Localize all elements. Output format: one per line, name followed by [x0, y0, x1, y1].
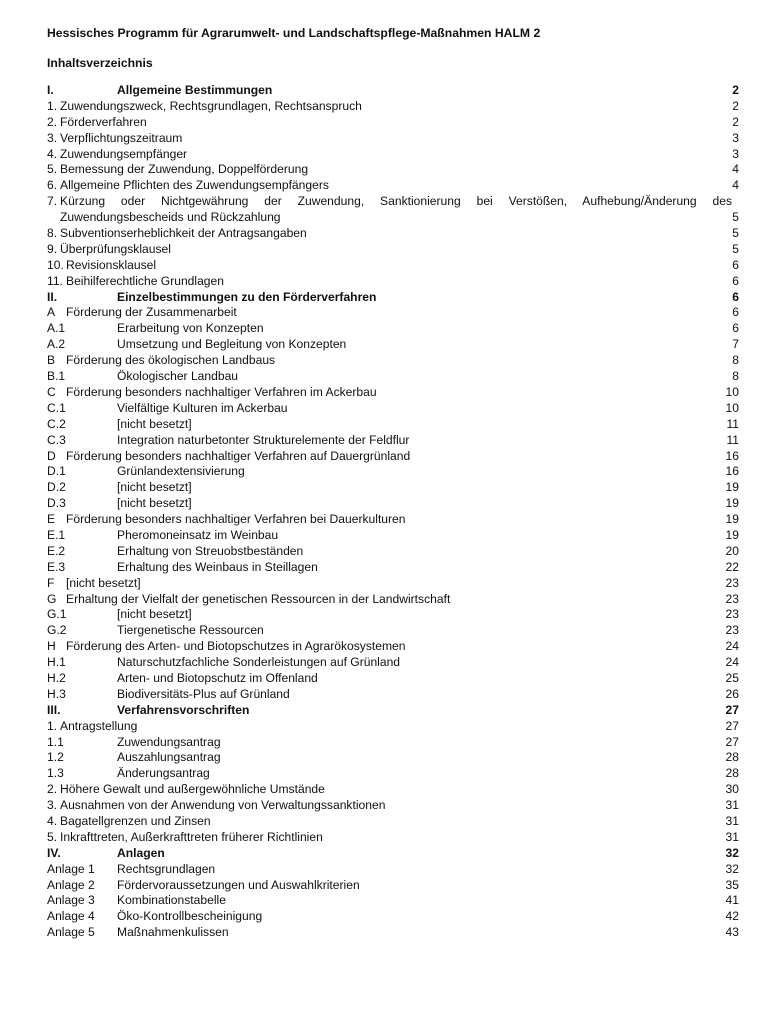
toc-entry-number: 5. — [47, 162, 58, 177]
toc-entry-title: Zuwendungsempfänger — [60, 146, 188, 161]
toc-entry-title: Antragstellung — [60, 718, 138, 733]
toc-entry-page: 32 — [725, 861, 739, 876]
toc-entry-number: Anlage 5 — [47, 925, 95, 940]
toc-entry-page: 3 — [732, 130, 739, 145]
toc-entry-number: H.1 — [47, 655, 66, 670]
toc-entry-number: 1.1 — [47, 734, 64, 749]
toc-entry-number: E.2 — [47, 543, 66, 558]
toc-entry-page: 30 — [725, 782, 739, 797]
toc-entry-number: B — [47, 353, 56, 368]
toc-entry-title: Änderungsantrag — [117, 766, 210, 781]
toc-entry-page: 27 — [725, 734, 739, 749]
toc-entry-page: 31 — [725, 798, 739, 813]
toc-entry[interactable] — [47, 321, 739, 337]
toc-entry-number: G.1 — [47, 607, 67, 622]
toc-entry[interactable] — [47, 592, 739, 608]
toc-entry-page: 23 — [725, 591, 739, 606]
toc-entry[interactable] — [47, 194, 739, 226]
toc-entry-number: G.2 — [47, 623, 67, 638]
toc-entry-page: 19 — [725, 480, 739, 495]
toc-entry[interactable] — [47, 242, 739, 258]
toc-entry-title: Subventionserheblichkeit der Antragsangaben — [60, 226, 307, 241]
toc-entry[interactable] — [47, 290, 739, 306]
toc-entry-number: Anlage 3 — [47, 893, 95, 908]
toc-entry[interactable] — [47, 385, 739, 401]
toc-entry[interactable] — [47, 639, 739, 655]
toc-entry[interactable] — [47, 369, 739, 385]
toc-entry[interactable] — [47, 814, 739, 830]
toc-entry[interactable] — [47, 893, 739, 909]
toc-entry[interactable] — [47, 337, 739, 353]
toc-entry-page: 5 — [732, 210, 739, 225]
toc-entry-title: [nicht besetzt] — [117, 607, 192, 622]
toc-entry-number: 3. — [47, 798, 58, 813]
toc-entry[interactable] — [47, 719, 739, 735]
toc-entry-number: D.1 — [47, 464, 66, 479]
toc-entry-number: I. — [47, 83, 54, 97]
toc-entry[interactable] — [47, 496, 739, 512]
toc-entry-number: 4. — [47, 146, 58, 161]
toc-entry-number: H.3 — [47, 686, 66, 701]
toc-entry-title-continuation: Zuwendungsbescheids und Rückzahlung — [60, 210, 281, 225]
toc-entry[interactable] — [47, 544, 739, 560]
toc-entry[interactable] — [47, 766, 739, 782]
toc-entry-title: Förderung der Zusammenarbeit — [66, 305, 237, 320]
toc-entry-title: [nicht besetzt] — [66, 575, 141, 590]
toc-entry[interactable] — [47, 464, 739, 480]
toc-entry[interactable] — [47, 480, 739, 496]
toc-entry-page: 8 — [732, 369, 739, 384]
toc-entry-number: C.3 — [47, 432, 66, 447]
toc-entry-title: Rechtsgrundlagen — [117, 861, 216, 876]
toc-entry-title: Erhaltung des Weinbaus in Steillagen — [117, 559, 318, 574]
toc-entry-page: 3 — [732, 146, 739, 161]
toc-entry-title: Erhaltung der Vielfalt der genetischen Ressourcen in der Landwirtschaft — [66, 591, 451, 606]
toc-entry[interactable] — [47, 162, 739, 178]
toc-entry-page: 5 — [732, 226, 739, 241]
toc-entry-number: D.2 — [47, 480, 66, 495]
toc-entry-number: IV. — [47, 845, 61, 860]
toc-entry-title-line: Kürzung oder Nichtgewährung der Zuwendung, Sanktionierung bei Verstößen, Aufhebung/Änderung des — [60, 194, 732, 209]
toc-entry-title: Vielfältige Kulturen im Ackerbau — [117, 400, 288, 415]
toc-entry-page: 43 — [725, 925, 739, 940]
toc-entry[interactable] — [47, 750, 739, 766]
toc-entry-number: H — [47, 639, 56, 654]
toc-entry-number: A.2 — [47, 337, 66, 352]
toc-entry-page: 25 — [725, 670, 739, 685]
toc-entry-page: 11 — [726, 432, 739, 447]
toc-entry-number: D.3 — [47, 496, 66, 511]
toc-entry-number: 3. — [47, 130, 58, 145]
toc-entry-number: E.1 — [47, 527, 66, 542]
toc-entry-title: Allgemeine Pflichten des Zuwendungsempfängers — [60, 178, 329, 193]
toc-entry[interactable] — [47, 623, 739, 639]
toc-entry[interactable] — [47, 433, 739, 449]
toc-entry-title: Beihilferechtliche Grundlagen — [66, 273, 224, 288]
toc-entry-title: Höhere Gewalt und außergewöhnliche Umstände — [60, 782, 325, 797]
toc-entry[interactable] — [47, 528, 739, 544]
toc-entry[interactable] — [47, 782, 739, 798]
toc-entry-number: 11. — [47, 273, 63, 288]
toc-entry-title: Integration naturbetonter Strukturelemente der Feldflur — [117, 432, 410, 447]
toc-entry[interactable] — [47, 115, 739, 131]
toc-entry-title: Auszahlungsantrag — [117, 750, 221, 765]
toc-entry-title: Inkrafttreten, Außerkrafttreten früherer Richtlinien — [60, 829, 323, 844]
toc-entry[interactable] — [47, 925, 739, 941]
toc-entry-page: 35 — [725, 877, 739, 892]
toc-entry-page: 26 — [725, 686, 739, 701]
toc-entry-title: Anlagen — [117, 845, 165, 860]
toc-entry-title: Naturschutzfachliche Sonderleistungen auf Grünland — [117, 655, 401, 670]
toc-entry-number: Anlage 2 — [47, 877, 95, 892]
toc-entry-page: 27 — [725, 718, 739, 733]
toc-entry[interactable] — [47, 417, 739, 433]
toc-entry-title: Maßnahmenkulissen — [117, 925, 229, 940]
toc-entry-page: 7 — [732, 337, 739, 352]
toc-entry[interactable] — [47, 353, 739, 369]
toc-entry-title: Zuwendungsantrag — [117, 734, 221, 749]
toc-entry-number: 1.2 — [47, 750, 64, 765]
toc-entry-number: 10. — [47, 257, 64, 272]
toc-entry[interactable] — [47, 83, 739, 99]
toc-entry[interactable] — [47, 607, 739, 623]
toc-entry-title: Förderung besonders nachhaltiger Verfahren im Ackerbau — [66, 384, 377, 399]
toc-entry-number: F — [47, 575, 55, 590]
toc-entry[interactable] — [47, 878, 739, 894]
toc-entry[interactable] — [47, 99, 739, 115]
toc-entry-number: C — [47, 384, 56, 399]
toc-entry[interactable] — [47, 131, 739, 147]
toc-entry-page: 2 — [732, 83, 739, 97]
toc-entry[interactable] — [47, 830, 739, 846]
toc-entry[interactable] — [47, 687, 739, 703]
toc-entry[interactable] — [47, 147, 739, 163]
toc-entry-title: Bemessung der Zuwendung, Doppelförderung — [60, 162, 309, 177]
toc-entry-page: 16 — [725, 448, 739, 463]
toc-entry-page: 10 — [725, 384, 739, 399]
toc-entry[interactable] — [47, 655, 739, 671]
toc-entry-page: 6 — [732, 289, 739, 304]
toc-entry[interactable] — [47, 512, 739, 528]
toc-entry-number: H.2 — [47, 670, 66, 685]
toc-entry-title: Förderung besonders nachhaltiger Verfahren bei Dauerkulturen — [66, 512, 406, 527]
toc-entry[interactable] — [47, 862, 739, 878]
toc-entry-page: 5 — [732, 241, 739, 256]
toc-entry-page: 41 — [725, 893, 739, 908]
toc-entry-number: 9. — [47, 241, 58, 256]
toc-entry-title: Zuwendungszweck, Rechtsgrundlagen, Rechtsanspruch — [60, 98, 362, 113]
toc-entry-page: 23 — [725, 575, 739, 590]
toc-entry-page: 2 — [732, 98, 739, 113]
toc-entry[interactable] — [47, 703, 739, 719]
toc-entry-title: Ausnahmen von der Anwendung von Verwaltungssanktionen — [60, 798, 386, 813]
toc-entry-title: [nicht besetzt] — [117, 496, 192, 511]
toc-entry-title: Verpflichtungszeitraum — [60, 130, 183, 145]
toc-entry[interactable] — [47, 258, 739, 274]
toc-entry-number: B.1 — [47, 369, 66, 384]
toc-entry-page: 28 — [725, 766, 739, 781]
toc-entry-number: Anlage 4 — [47, 909, 95, 924]
toc-entry-number: C.1 — [47, 400, 66, 415]
toc-entry-number: III. — [47, 702, 61, 717]
toc-heading: Inhaltsverzeichnis — [47, 56, 153, 70]
toc-entry-number: II. — [47, 289, 58, 304]
toc-entry-page: 10 — [725, 400, 739, 415]
toc-entry-page: 4 — [732, 162, 739, 177]
toc-entry-title: Kombinationstabelle — [117, 893, 226, 908]
toc-entry[interactable] — [47, 226, 739, 242]
toc-entry[interactable] — [47, 401, 739, 417]
toc-entry[interactable] — [47, 798, 739, 814]
toc-entry-title: Öko-Kontrollbescheinigung — [117, 909, 263, 924]
toc-entry[interactable] — [47, 909, 739, 925]
toc-entry-title: Revisionsklausel — [66, 257, 157, 272]
toc-entry-page: 6 — [732, 321, 739, 336]
toc-entry-title: Tiergenetische Ressourcen — [117, 623, 264, 638]
toc-entry-page: 23 — [725, 623, 739, 638]
toc-entry-page: 31 — [725, 829, 739, 844]
toc-entry-title: Förderung des ökologischen Landbaus — [66, 353, 276, 368]
toc-entry-page: 31 — [725, 813, 739, 828]
toc-entry-title: Allgemeine Bestimmungen — [117, 83, 273, 97]
toc-entry-number: 2. — [47, 114, 58, 129]
toc-entry-number: 7. — [47, 194, 58, 209]
toc-entry-page: 19 — [725, 496, 739, 511]
table-of-contents — [47, 83, 739, 941]
toc-entry-title: Pheromoneinsatz im Weinbau — [117, 527, 279, 542]
toc-entry-number: 1.3 — [47, 766, 64, 781]
toc-entry-title: Förderverfahren — [60, 114, 147, 129]
toc-entry-title — [60, 194, 732, 226]
toc-entry-page: 19 — [725, 527, 739, 542]
toc-entry-title: [nicht besetzt] — [117, 480, 192, 495]
toc-entry-title: Erhaltung von Streuobstbeständen — [117, 543, 304, 558]
toc-entry-title: Ökologischer Landbau — [117, 369, 239, 384]
toc-entry-page: 6 — [732, 257, 739, 272]
toc-entry-page: 6 — [732, 273, 739, 288]
toc-entry-title: Erarbeitung von Konzepten — [117, 321, 264, 336]
toc-entry-title: Einzelbestimmungen zu den Förderverfahren — [117, 289, 377, 304]
toc-entry-page: 11 — [726, 416, 739, 431]
toc-entry-title: Biodiversitäts-Plus auf Grünland — [117, 686, 290, 701]
toc-entry-page: 32 — [725, 845, 739, 860]
toc-entry-page: 28 — [725, 750, 739, 765]
toc-entry-number: A.1 — [47, 321, 66, 336]
toc-entry-page: 16 — [725, 464, 739, 479]
toc-entry[interactable] — [47, 735, 739, 751]
toc-entry-number: 6. — [47, 178, 58, 193]
toc-entry[interactable] — [47, 560, 739, 576]
toc-entry-page: 23 — [725, 607, 739, 622]
toc-entry[interactable] — [47, 178, 739, 194]
toc-entry-page: 19 — [725, 512, 739, 527]
toc-entry-page: 24 — [725, 639, 739, 654]
toc-entry-number: 1. — [47, 718, 58, 733]
toc-entry-title: Bagatellgrenzen und Zinsen — [60, 813, 211, 828]
toc-entry[interactable] — [47, 671, 739, 687]
toc-entry-number: G — [47, 591, 57, 606]
toc-entry-number: 5. — [47, 829, 58, 844]
toc-entry[interactable] — [47, 274, 739, 290]
toc-entry-number: 8. — [47, 226, 58, 241]
toc-entry-title: Arten- und Biotopschutz im Offenland — [117, 670, 318, 685]
toc-entry-page: 6 — [732, 305, 739, 320]
toc-entry-page: 27 — [725, 702, 739, 717]
toc-entry[interactable] — [47, 305, 739, 321]
toc-entry[interactable] — [47, 576, 739, 592]
toc-entry-number: 2. — [47, 782, 58, 797]
toc-entry-number: 4. — [47, 813, 58, 828]
toc-entry-page: 4 — [732, 178, 739, 193]
toc-entry-title: Überprüfungsklausel — [60, 241, 171, 256]
toc-entry-number: C.2 — [47, 416, 66, 431]
toc-entry-number: D — [47, 448, 56, 463]
toc-entry-title: Verfahrensvorschriften — [117, 702, 250, 717]
toc-entry-title: Förderung des Arten- und Biotopschutzes in Agrarökosystemen — [66, 639, 406, 654]
toc-entry-page: 24 — [725, 655, 739, 670]
toc-entry-number: 1. — [47, 98, 58, 113]
toc-entry-page: 8 — [732, 353, 739, 368]
toc-entry-number: E — [47, 512, 56, 527]
toc-entry[interactable] — [47, 449, 739, 465]
toc-entry-number: Anlage 1 — [47, 861, 95, 876]
document-title: Hessisches Programm für Agrarumwelt- und Landschaftspflege-Maßnahmen HALM 2 — [47, 26, 541, 40]
toc-entry-page: 20 — [725, 543, 739, 558]
toc-entry-title: [nicht besetzt] — [117, 416, 192, 431]
toc-entry[interactable] — [47, 846, 739, 862]
toc-entry-page: 22 — [725, 559, 739, 574]
toc-entry-title: Förderung besonders nachhaltiger Verfahren auf Dauergrünland — [66, 448, 411, 463]
toc-entry-title: Umsetzung und Begleitung von Konzepten — [117, 337, 347, 352]
toc-entry-page: 2 — [732, 114, 739, 129]
toc-entry-number: A — [47, 305, 56, 320]
toc-entry-number: E.3 — [47, 559, 66, 574]
toc-entry-title: Fördervoraussetzungen und Auswahlkriterien — [117, 877, 360, 892]
toc-entry-page: 42 — [725, 909, 739, 924]
toc-entry-title: Grünlandextensivierung — [117, 464, 245, 479]
